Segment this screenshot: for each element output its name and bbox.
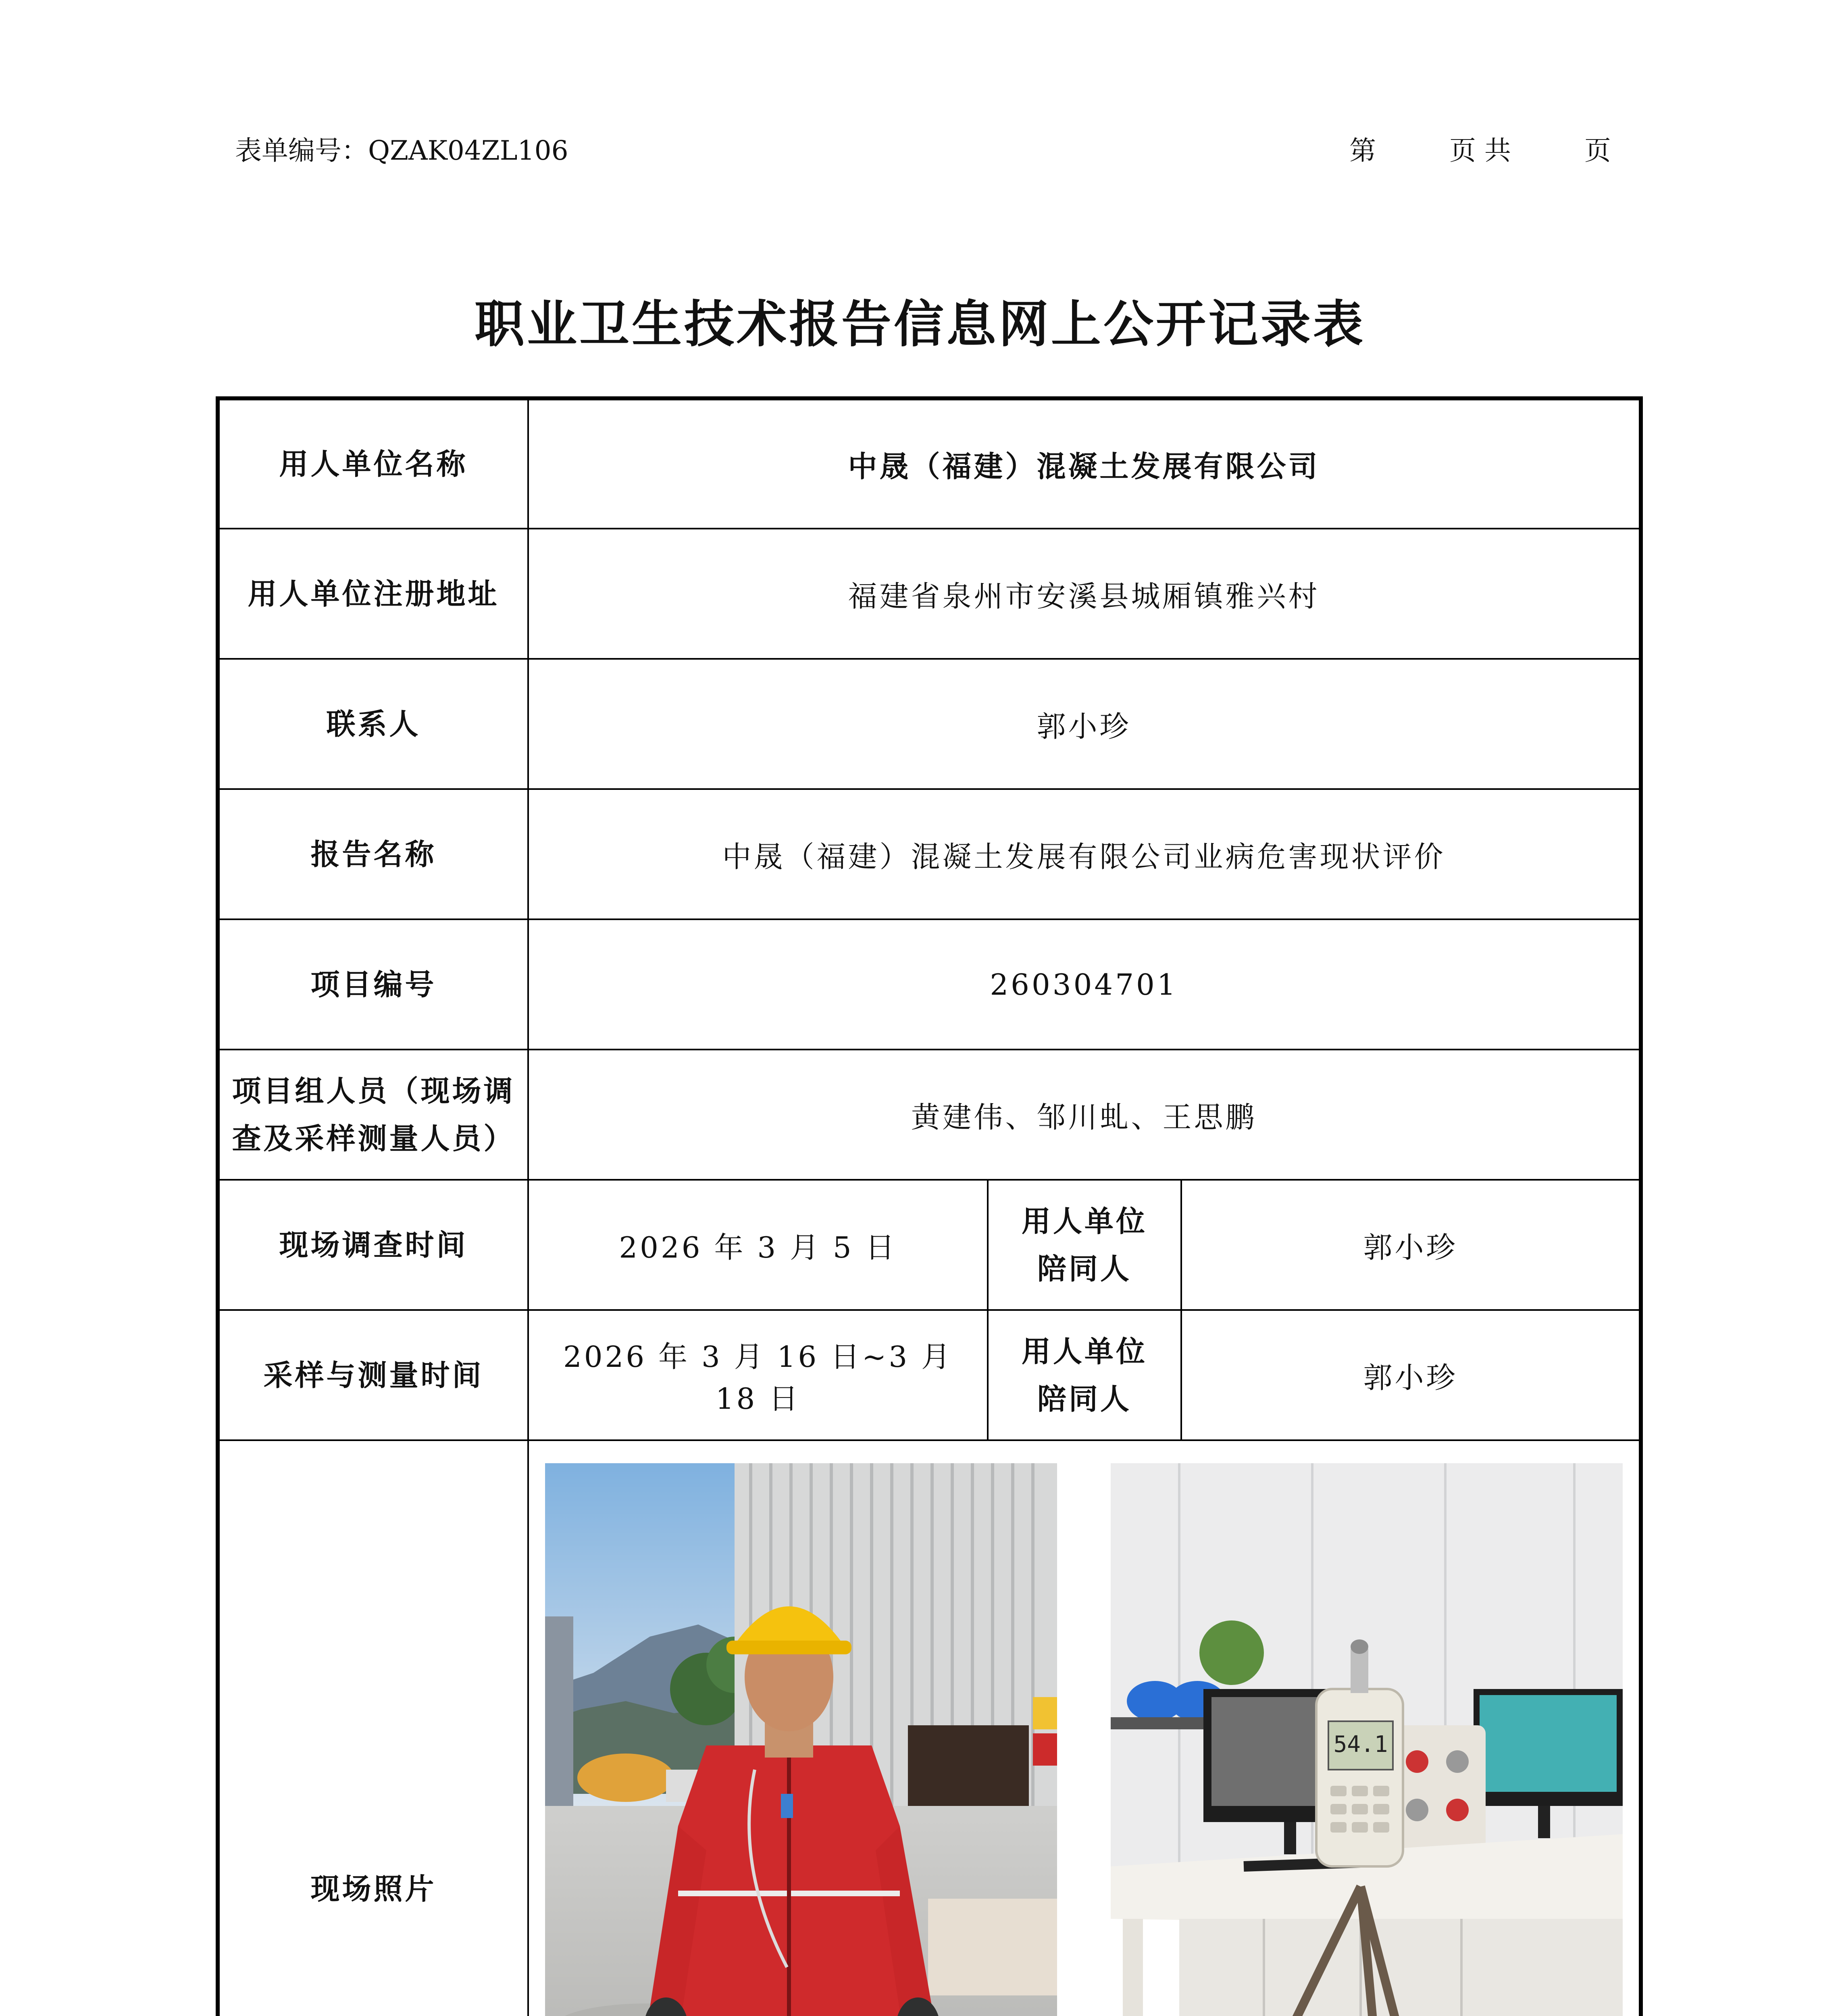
report-name-label: 报告名称 [218,789,528,919]
sampling-accompany-label [988,1310,1181,1440]
photos-label: 现场照片 [218,1440,528,2016]
row-address [218,529,1641,659]
row-contact [218,659,1641,789]
report-name-value: 中晟（福建）混凝土发展有限公司业病危害现状评价 [528,789,1641,919]
row-photos [218,1440,1641,2016]
team-label-line2: 查及采样测量人员） [232,1121,515,1156]
team-label [218,1050,528,1180]
unit-name-label: 用人单位名称 [218,398,528,529]
project-no-label: 项目编号 [218,919,528,1050]
survey-accompany-value: 郭小珍 [1181,1180,1641,1310]
address-value: 福建省泉州市安溪县城厢镇雅兴村 [528,529,1641,659]
accompany-label-line2: 陪同人 [1037,1251,1132,1286]
page-di: 第 [1349,135,1376,166]
page-ye-gong: 页 共 [1449,135,1511,166]
row-project-no [218,919,1641,1050]
photos-cell [528,1440,1641,2016]
sampling-accompany-value: 郭小珍 [1181,1310,1641,1440]
unit-name-value: 中晟（福建）混凝土发展有限公司 [528,398,1641,529]
team-label-line1: 项目组人员（现场调 [232,1073,515,1108]
contact-label: 联系人 [218,659,528,789]
contact-value: 郭小珍 [528,659,1641,789]
row-survey-time [218,1180,1641,1310]
page-indicator [1349,129,1611,167]
project-no-value: 260304701 [528,919,1641,1050]
team-value: 黄建伟、邹川虬、王思鹏 [528,1050,1641,1180]
photo-worker [545,1463,1057,2016]
row-sampling-time [218,1310,1641,1440]
worker-photo-illustration [545,1463,1057,2016]
sampling-time-value: 2026 年 3 月 16 日~3 月 18 日 [528,1310,988,1440]
survey-time-value: 2026 年 3 月 5 日 [528,1180,988,1310]
form-code: 表单编号：QZAK04ZL106 [235,135,568,166]
photo-sound-meter [1111,1463,1623,2016]
meter-reading: 54.1 [1333,1731,1388,1758]
sampling-time-label: 采样与测量时间 [218,1310,528,1440]
record-table [216,396,1643,2016]
survey-time-label: 现场调查时间 [218,1180,528,1310]
page-ye: 页 [1584,135,1611,166]
accompany-label-line1: 用人单位 [1021,1334,1147,1368]
accompany-label-line1: 用人单位 [1021,1204,1147,1238]
survey-accompany-label [988,1180,1181,1310]
row-unit-name [218,398,1641,529]
row-report-name [218,789,1641,919]
page-title: 职业卫生技术报告信息网上公开记录表 [474,295,1365,354]
address-label: 用人单位注册地址 [218,529,528,659]
accompany-label-line2: 陪同人 [1037,1381,1132,1416]
row-team [218,1050,1641,1180]
